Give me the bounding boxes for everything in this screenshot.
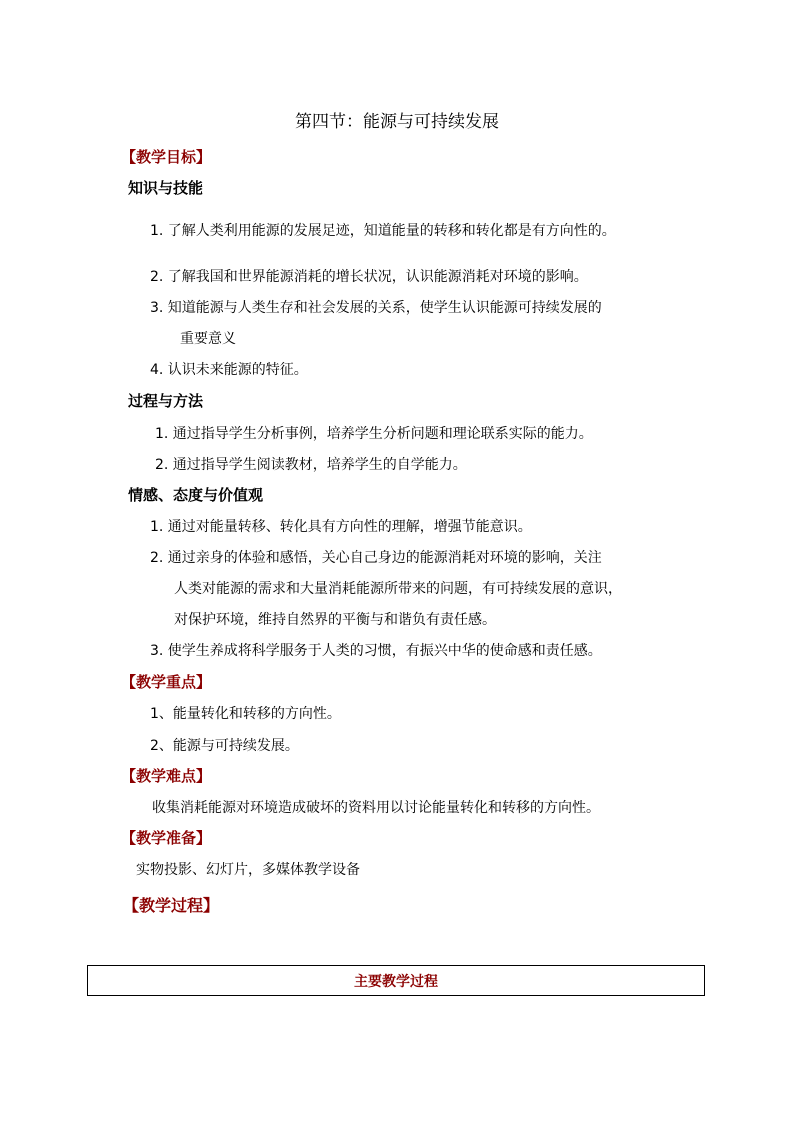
method-item-1: 1. 通过指导学生分析事例，培养学生分析问题和理论联系实际的能力。 xyxy=(155,426,593,442)
emotion-item-2: 2. 通过亲身的体验和感悟，关心自己身边的能源消耗对环境的影响，关注 xyxy=(150,550,602,566)
section-teaching-process: 【教学过程】 xyxy=(123,896,220,915)
knowledge-item-2: 2. 了解我国和世界能源消耗的增长状况，认识能源消耗对环境的影响。 xyxy=(150,269,588,285)
process-table-header-text: 主要教学过程 xyxy=(354,973,438,990)
section-preparation: 【教学准备】 xyxy=(121,829,212,847)
section-teaching-goals: 【教学目标】 xyxy=(121,148,212,166)
page-title: 第四节：能源与可持续发展 xyxy=(295,112,499,132)
emotion-item-1: 1. 通过对能量转移、转化具有方向性的理解，增强节能意识。 xyxy=(150,519,532,535)
subheading-emotion-values: 情感、态度与价值观 xyxy=(128,486,264,504)
process-table-header-cell xyxy=(87,965,705,996)
knowledge-item-3-cont: 重要意义 xyxy=(180,331,236,347)
knowledge-item-4: 4. 认识未来能源的特征。 xyxy=(150,362,308,378)
subheading-process-method: 过程与方法 xyxy=(128,392,204,410)
emotion-item-2-cont-2: 对保护环境，维持自然界的平衡与和谐负有责任感。 xyxy=(174,612,496,628)
knowledge-item-3: 3. 知道能源与人类生存和社会发展的关系，使学生认识能源可持续发展的 xyxy=(150,300,602,316)
emotion-item-3: 3. 使学生养成将科学服务于人类的习惯，有振兴中华的使命感和责任感。 xyxy=(150,643,602,659)
preparation-text: 实物投影、幻灯片，多媒体教学设备 xyxy=(136,862,360,878)
section-difficulties: 【教学难点】 xyxy=(121,767,212,785)
difficulty-text: 收集消耗能源对环境造成破坏的资料用以讨论能量转化和转移的方向性。 xyxy=(152,800,600,816)
emotion-item-2-cont-1: 人类对能源的需求和大量消耗能源所带来的问题，有可持续发展的意识， xyxy=(174,581,622,597)
method-item-2: 2. 通过指导学生阅读教材，培养学生的自学能力。 xyxy=(155,457,467,473)
section-key-points: 【教学重点】 xyxy=(121,673,212,691)
subheading-knowledge-skills: 知识与技能 xyxy=(128,179,204,197)
key-point-2: 2、能源与可持续发展。 xyxy=(150,738,299,754)
knowledge-item-1: 1. 了解人类利用能源的发展足迹，知道能量的转移和转化都是有方向性的。 xyxy=(150,223,616,239)
key-point-1: 1、能量转化和转移的方向性。 xyxy=(150,706,341,722)
